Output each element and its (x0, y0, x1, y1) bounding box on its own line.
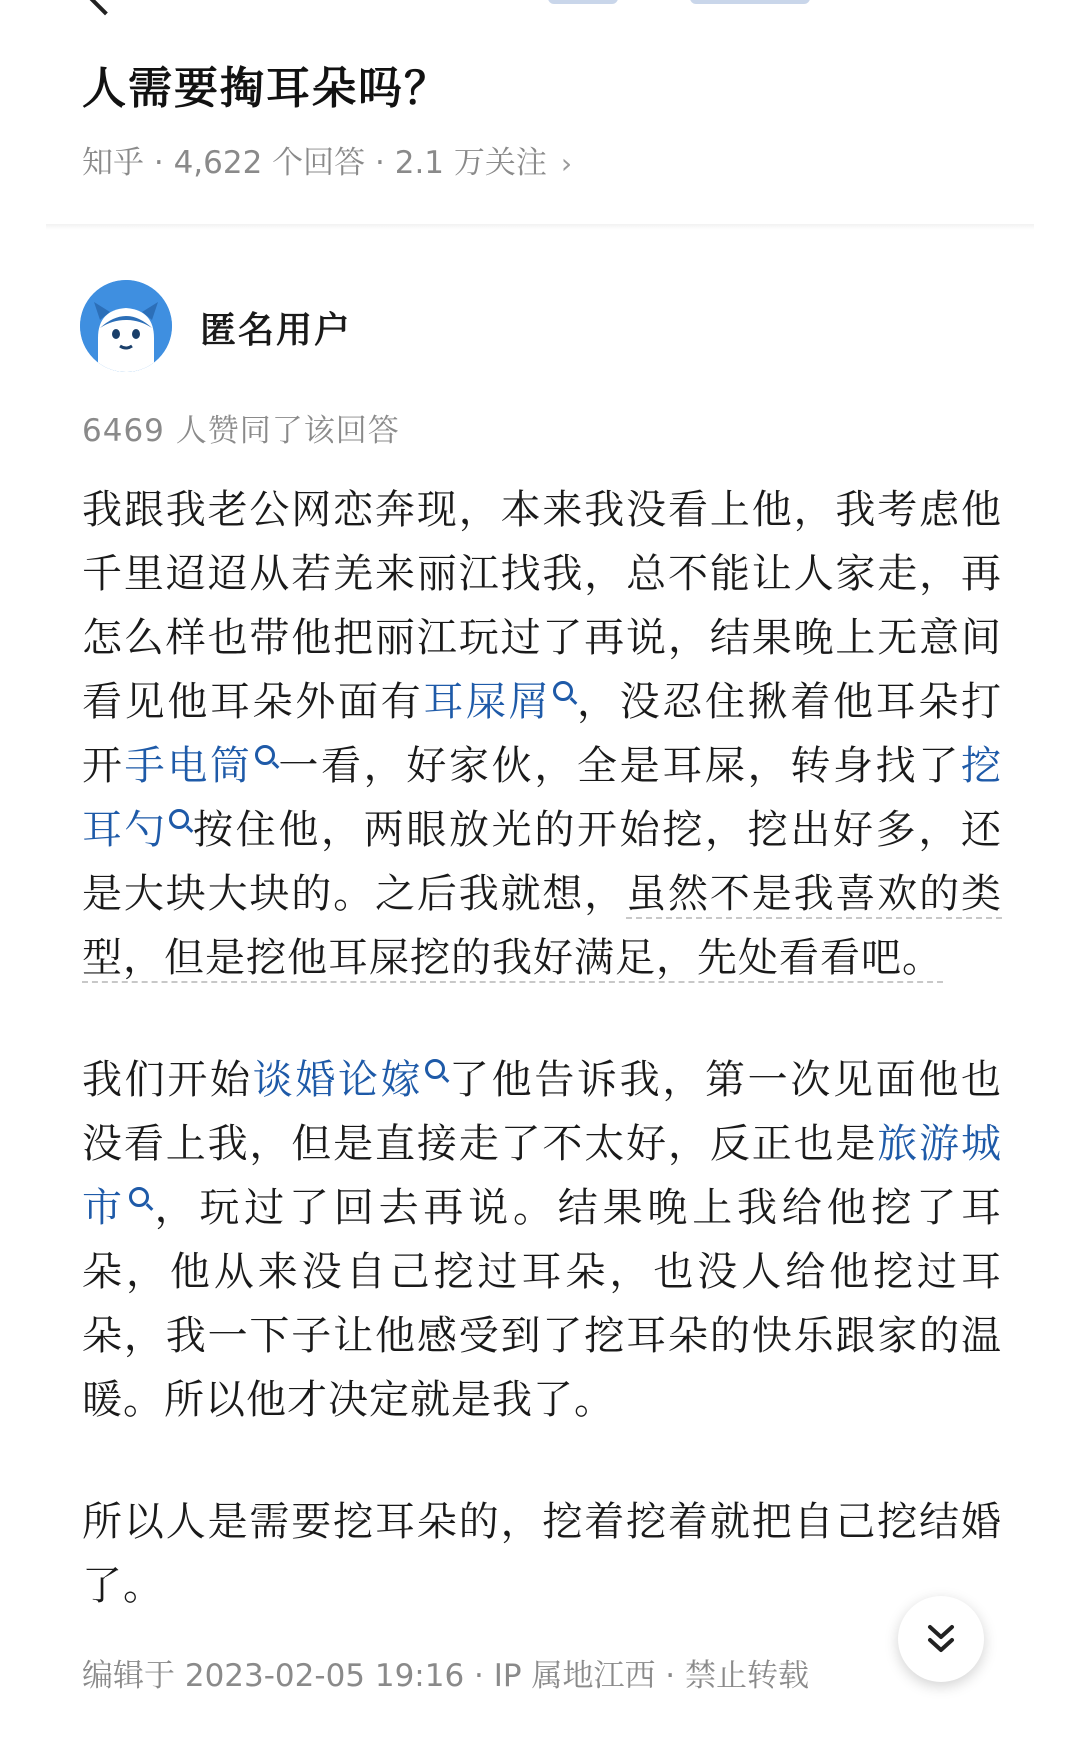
top-bar (0, 0, 1080, 18)
double-chevron-down-icon (921, 1619, 961, 1659)
answer-text: 了他告诉我，第一次见面他也没看上我，但是直接走了不太好，反正也是 (82, 1057, 1003, 1167)
vote-count: 6469 人赞同了该回答 (82, 413, 400, 449)
answer-text: ，没忍住揪着他耳朵打开 (82, 679, 1003, 789)
keyword-text: 耳屎屑 (423, 679, 552, 725)
answer-text: 按住他，两眼放光的开始挖，挖出好多，还是大块大块的。之后我就想， (82, 807, 1003, 917)
source-label: 知乎 (82, 145, 144, 181)
question-meta[interactable] (82, 137, 572, 182)
keyword-link[interactable] (423, 679, 575, 725)
answer-text: 一看，好家伙，全是耳屎，转身找了 (276, 743, 962, 789)
search-icon (425, 1059, 445, 1079)
mascot-avatar-icon (80, 280, 172, 372)
avatar[interactable] (80, 280, 172, 372)
answer-text: 我跟我老公网恋奔现，本来我没看上他，我考虑他千里迢迢从若羌来丽江找我，总不能让人家走，再怎么样也带他把丽江玩过了再说，结果晚上无意间看见他耳朵外面有 (82, 487, 1002, 725)
toolbar-fragment (548, 0, 618, 4)
keyword-text: 旅游城市 (82, 1121, 1003, 1231)
toolbar-fragment (690, 0, 810, 4)
follow-count: 2.1 万关注 (394, 145, 547, 181)
meta-separator: · (144, 145, 174, 181)
answer-paragraph (82, 478, 1002, 990)
answer-paragraph: 所以人是需要挖耳朵的，挖着挖着就把自己挖结婚了。 (82, 1499, 1002, 1609)
keyword-text: 挖耳勺 (82, 743, 1003, 853)
keyword-link[interactable] (253, 1057, 448, 1103)
answer-content (82, 478, 1002, 1676)
answer-paragraph (82, 1048, 1002, 1432)
answer-count: 4,622 个回答 (173, 145, 366, 181)
keyword-text: 谈婚论嫁 (252, 1057, 424, 1103)
edit-info: 编辑于 2023-02-05 19:16 · IP 属地江西 · 禁止转载 (82, 1658, 810, 1694)
chevron-right-icon: › (560, 147, 573, 180)
expand-button[interactable] (898, 1596, 984, 1682)
highlighted-text: 虽然不是我喜欢的类型，但是挖他耳屎挖的我好满足，先处看看吧。 (82, 871, 1003, 981)
search-icon (129, 1187, 149, 1207)
author-name[interactable]: 匿名用户 (200, 310, 353, 351)
search-icon (255, 745, 275, 765)
answer-text: ，玩过了回去再说。结果晚上我给他挖了耳朵，他从来没自己挖过耳朵，也没人给他挖过耳朵，我一下子让他感受到了挖耳朵的快乐跟家的温暖。所以他才决定就是我了。 (82, 1185, 1003, 1423)
search-icon (553, 681, 573, 701)
answer-text: 我们开始 (82, 1057, 253, 1103)
keyword-link[interactable] (125, 743, 277, 789)
question-title[interactable]: 人需要掏耳朵吗？ (82, 63, 450, 114)
meta-separator: · (365, 145, 395, 181)
keyword-text: 手电筒 (124, 743, 253, 789)
back-arrow-icon[interactable] (87, 0, 124, 15)
section-divider (46, 224, 1034, 230)
search-icon (169, 809, 189, 829)
